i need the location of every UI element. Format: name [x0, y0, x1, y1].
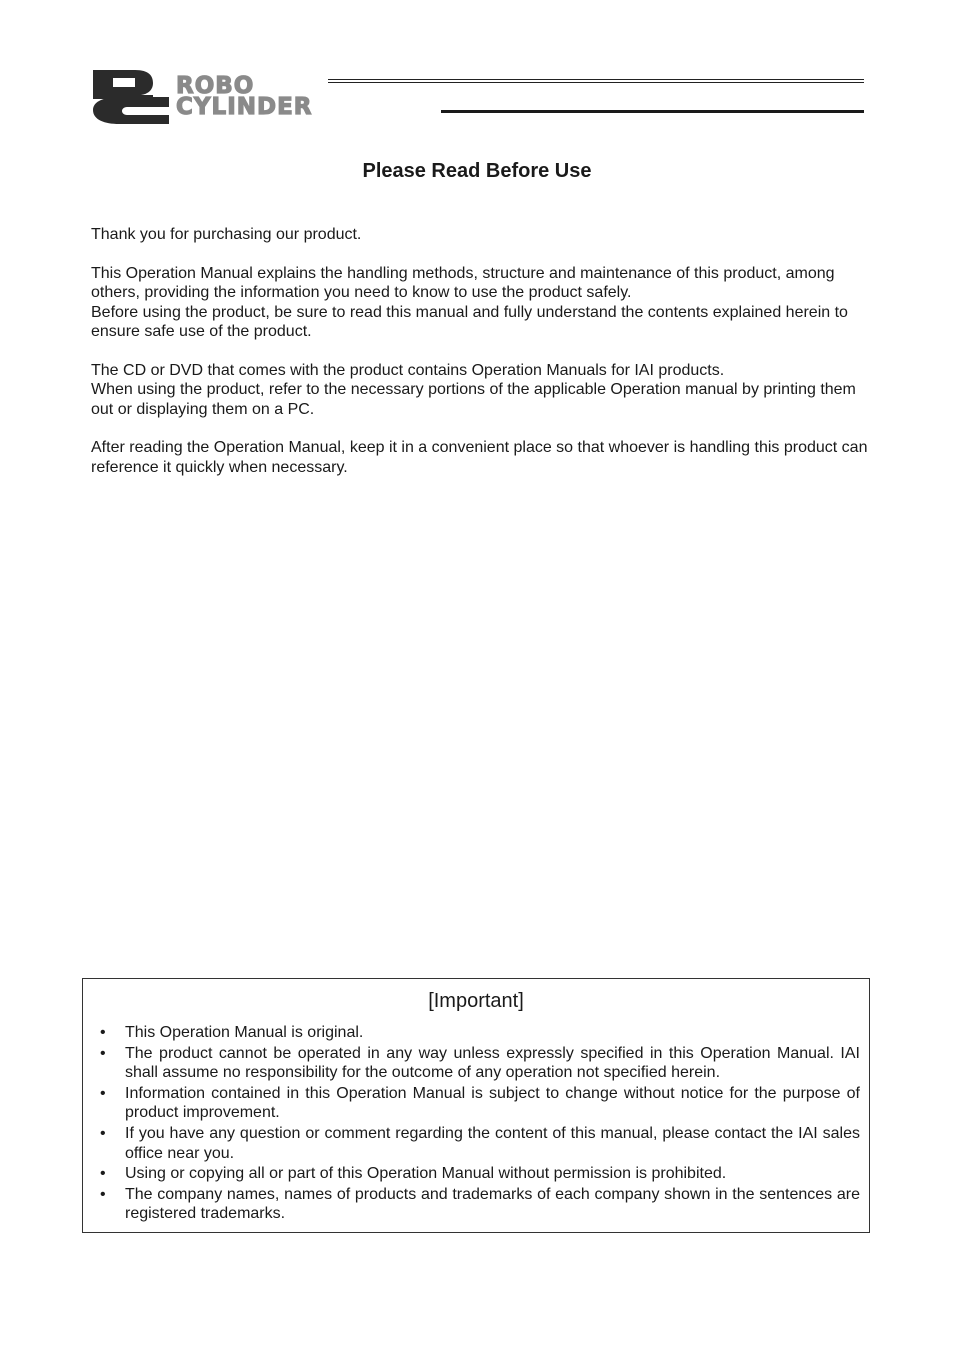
list-item-text: The company names, names of products and trademarks of each company shown in the sentences are registered trademarks.: [125, 1185, 860, 1223]
paragraph-text: Thank you for purchasing our product.: [91, 226, 362, 243]
list-item-text: Using or copying all or part of this Operation Manual without permission is prohibited.: [125, 1165, 727, 1183]
important-list: [83, 1023, 869, 1224]
paragraph-keep-manual: After reading the Operation Manual, keep it in a convenient place so that whoever is handling this product can reference it quickly when necessary.: [91, 439, 868, 476]
paragraph-cd-dvd: The CD or DVD that comes with the product contains Operation Manuals for IAI products. When using the product, refer to the necessary portions of the applicable Operation manual by printing them out or displaying them on a PC.: [91, 361, 856, 418]
paragraph-manual-purpose: This Operation Manual explains the handling methods, structure and maintenance of this product, among others, providing the information you need to know to use the product safely. Before using the product, be sure to read this manual and fully understand the contents explained herein to ensure safe use of the product.: [91, 264, 848, 341]
header-rule-double-lower: [328, 82, 864, 83]
bullet-icon: •: [100, 1044, 106, 1062]
list-item-text: Information contained in this Operation Manual is subject to change without notice for the purpose of product improvement.: [125, 1084, 860, 1122]
intro-text: [91, 225, 871, 497]
important-heading: [Important]: [428, 990, 524, 1012]
list-item: [83, 1044, 860, 1083]
list-item: [83, 1185, 860, 1224]
important-notice-box: [82, 978, 870, 1233]
list-item: [83, 1084, 860, 1123]
header-rule-thick: [441, 110, 864, 113]
list-item: [83, 1124, 860, 1163]
paragraph-thanks: [91, 225, 871, 244]
robo-cylinder-logo-mark: [91, 70, 169, 124]
bullet-icon: •: [100, 1084, 106, 1102]
bullet-icon: •: [100, 1124, 106, 1142]
logo-word-robo: ROBO: [176, 73, 255, 99]
list-item-text: The product cannot be operated in any way unless expressly specified in this Operation Manual. IAI shall assume no responsibility for the outcome of any operation not specified herein.: [125, 1044, 860, 1082]
list-item-text: This Operation Manual is original.: [125, 1024, 364, 1041]
header-rule-double-upper: [328, 79, 864, 80]
logo-word-cylinder: CYLINDER: [176, 94, 313, 120]
list-item: [83, 1023, 860, 1043]
list-item-text: If you have any question or comment regarding the content of this manual, please contact the IAI sales office near you.: [125, 1124, 860, 1162]
bullet-icon: •: [100, 1185, 106, 1203]
bullet-icon: •: [100, 1024, 106, 1041]
bullet-icon: •: [100, 1165, 106, 1183]
page-title: Please Read Before Use: [362, 160, 592, 182]
list-item: [83, 1164, 860, 1184]
